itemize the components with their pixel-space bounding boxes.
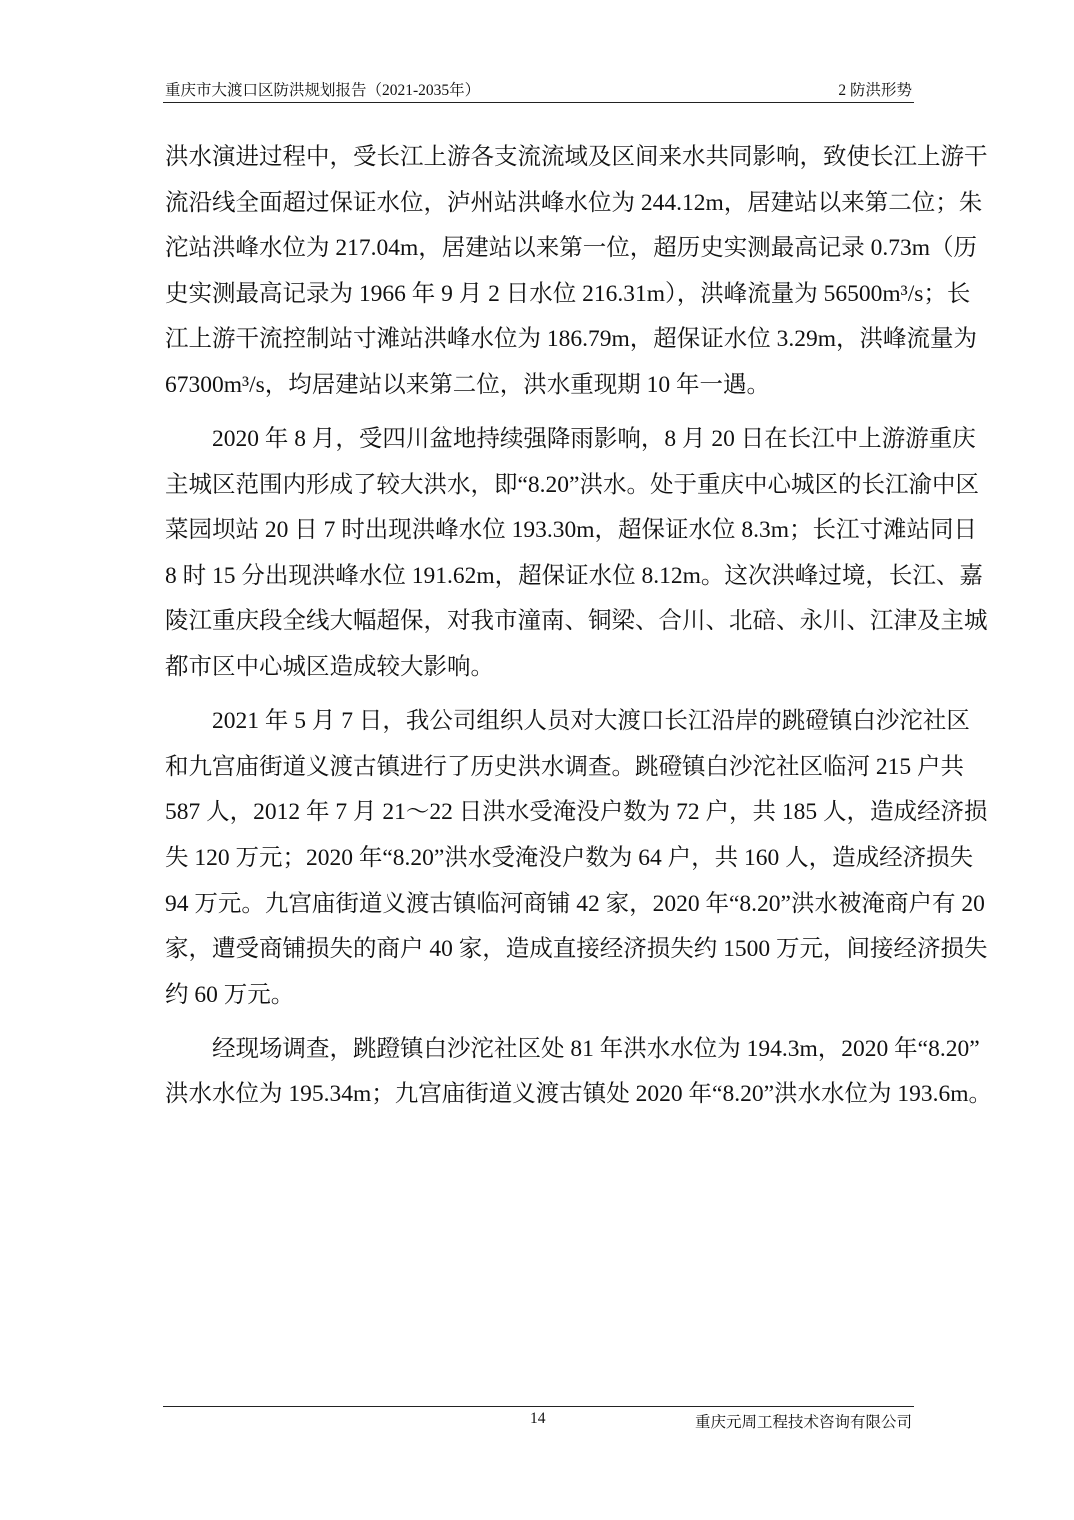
page-number: 14 — [530, 1410, 546, 1427]
text-line: 587 人，2012 年 7 月 21～22 日洪水受淹没户数为 72 户，共 185 人，造成经济损 — [165, 799, 988, 826]
text-line: 67300m³/s，均居建站以来第二位，洪水重现期 10 年一遇。 — [165, 371, 770, 398]
text-line: 失 120 万元；2020 年“8.20”洪水受淹没户数为 64 户，共 160 人，造成经济损失 — [165, 844, 974, 871]
document-body — [165, 135, 993, 1118]
text-line: 约 60 万元。 — [165, 981, 295, 1008]
text-line: 主城区范围内形成了较大洪水，即“8.20”洪水。处于重庆中心城区的长江渝中区 — [165, 471, 979, 498]
paragraph — [165, 699, 988, 1018]
paragraph — [165, 417, 988, 691]
header-section: 2 防洪形势 — [838, 82, 912, 99]
page-header — [165, 76, 912, 102]
text-line: 都市区中心城区造成较大影响。 — [165, 654, 494, 681]
text-line: 流沿线全面超过保证水位，泸州站洪峰水位为 244.12m，居建站以来第二位；朱 — [165, 189, 983, 216]
text-line: 洪水演进过程中，受长江上游各支流流域及区间来水共同影响，致使长江上游干 — [165, 144, 988, 170]
paragraph — [165, 135, 988, 409]
header-title: 重庆市大渡口区防洪规划报告（2021-2035年） — [165, 82, 481, 99]
text-line: 江上游干流控制站寸滩站洪峰水位为 186.79m，超保证水位 3.29m，洪峰流量为 — [165, 326, 978, 353]
text-line: 2021 年 5 月 7 日，我公司组织人员对大渡口长江沿岸的跳磴镇白沙沱社区 — [212, 708, 970, 735]
text-line: 菜园坝站 20 日 7 时出现洪峰水位 193.30m，超保证水位 8.3m；长江寸滩站同日 — [165, 517, 978, 544]
text-line: 陵江重庆段全线大幅超保，对我市潼南、铜梁、合川、北碚、永川、江津及主城 — [165, 608, 988, 635]
text-line: 和九宫庙街道义渡古镇进行了历史洪水调查。跳磴镇白沙沱社区临河 215 户共 — [165, 753, 964, 780]
text-line: 2020 年 8 月，受四川盆地持续强降雨影响，8 月 20 日在长江中上游游重庆 — [212, 426, 976, 453]
footer-divider — [163, 1406, 914, 1407]
text-line: 洪水水位为 195.34m；九宫庙街道义渡古镇处 2020 年“8.20”洪水水位为 193.6m。 — [165, 1081, 993, 1108]
page-footer — [165, 1410, 912, 1432]
paragraph — [165, 1027, 993, 1118]
text-line: 8 时 15 分出现洪峰水位 191.62m，超保证水位 8.12m。这次洪峰过境，长江、嘉 — [165, 562, 983, 589]
text-line: 沱站洪峰水位为 217.04m，居建站以来第一位，超历史实测最高记录 0.73m（历 — [165, 235, 978, 262]
header-divider — [163, 102, 914, 103]
text-line: 经现场调查，跳蹬镇白沙沱社区处 81 年洪水水位为 194.3m，2020 年“8.20” — [212, 1035, 980, 1062]
text-line: 家，遭受商铺损失的商户 40 家，造成直接经济损失约 1500 万元，间接经济损失 — [165, 936, 988, 963]
footer-company: 重庆元周工程技术咨询有限公司 — [694, 1414, 912, 1431]
text-line: 94 万元。九宫庙街道义渡古镇临河商铺 42 家，2020 年“8.20”洪水被淹商户有 20 — [165, 890, 985, 917]
text-line: 史实测最高记录为 1966 年 9 月 2 日水位 216.31m），洪峰流量为 56500m³/s；长 — [165, 280, 971, 307]
